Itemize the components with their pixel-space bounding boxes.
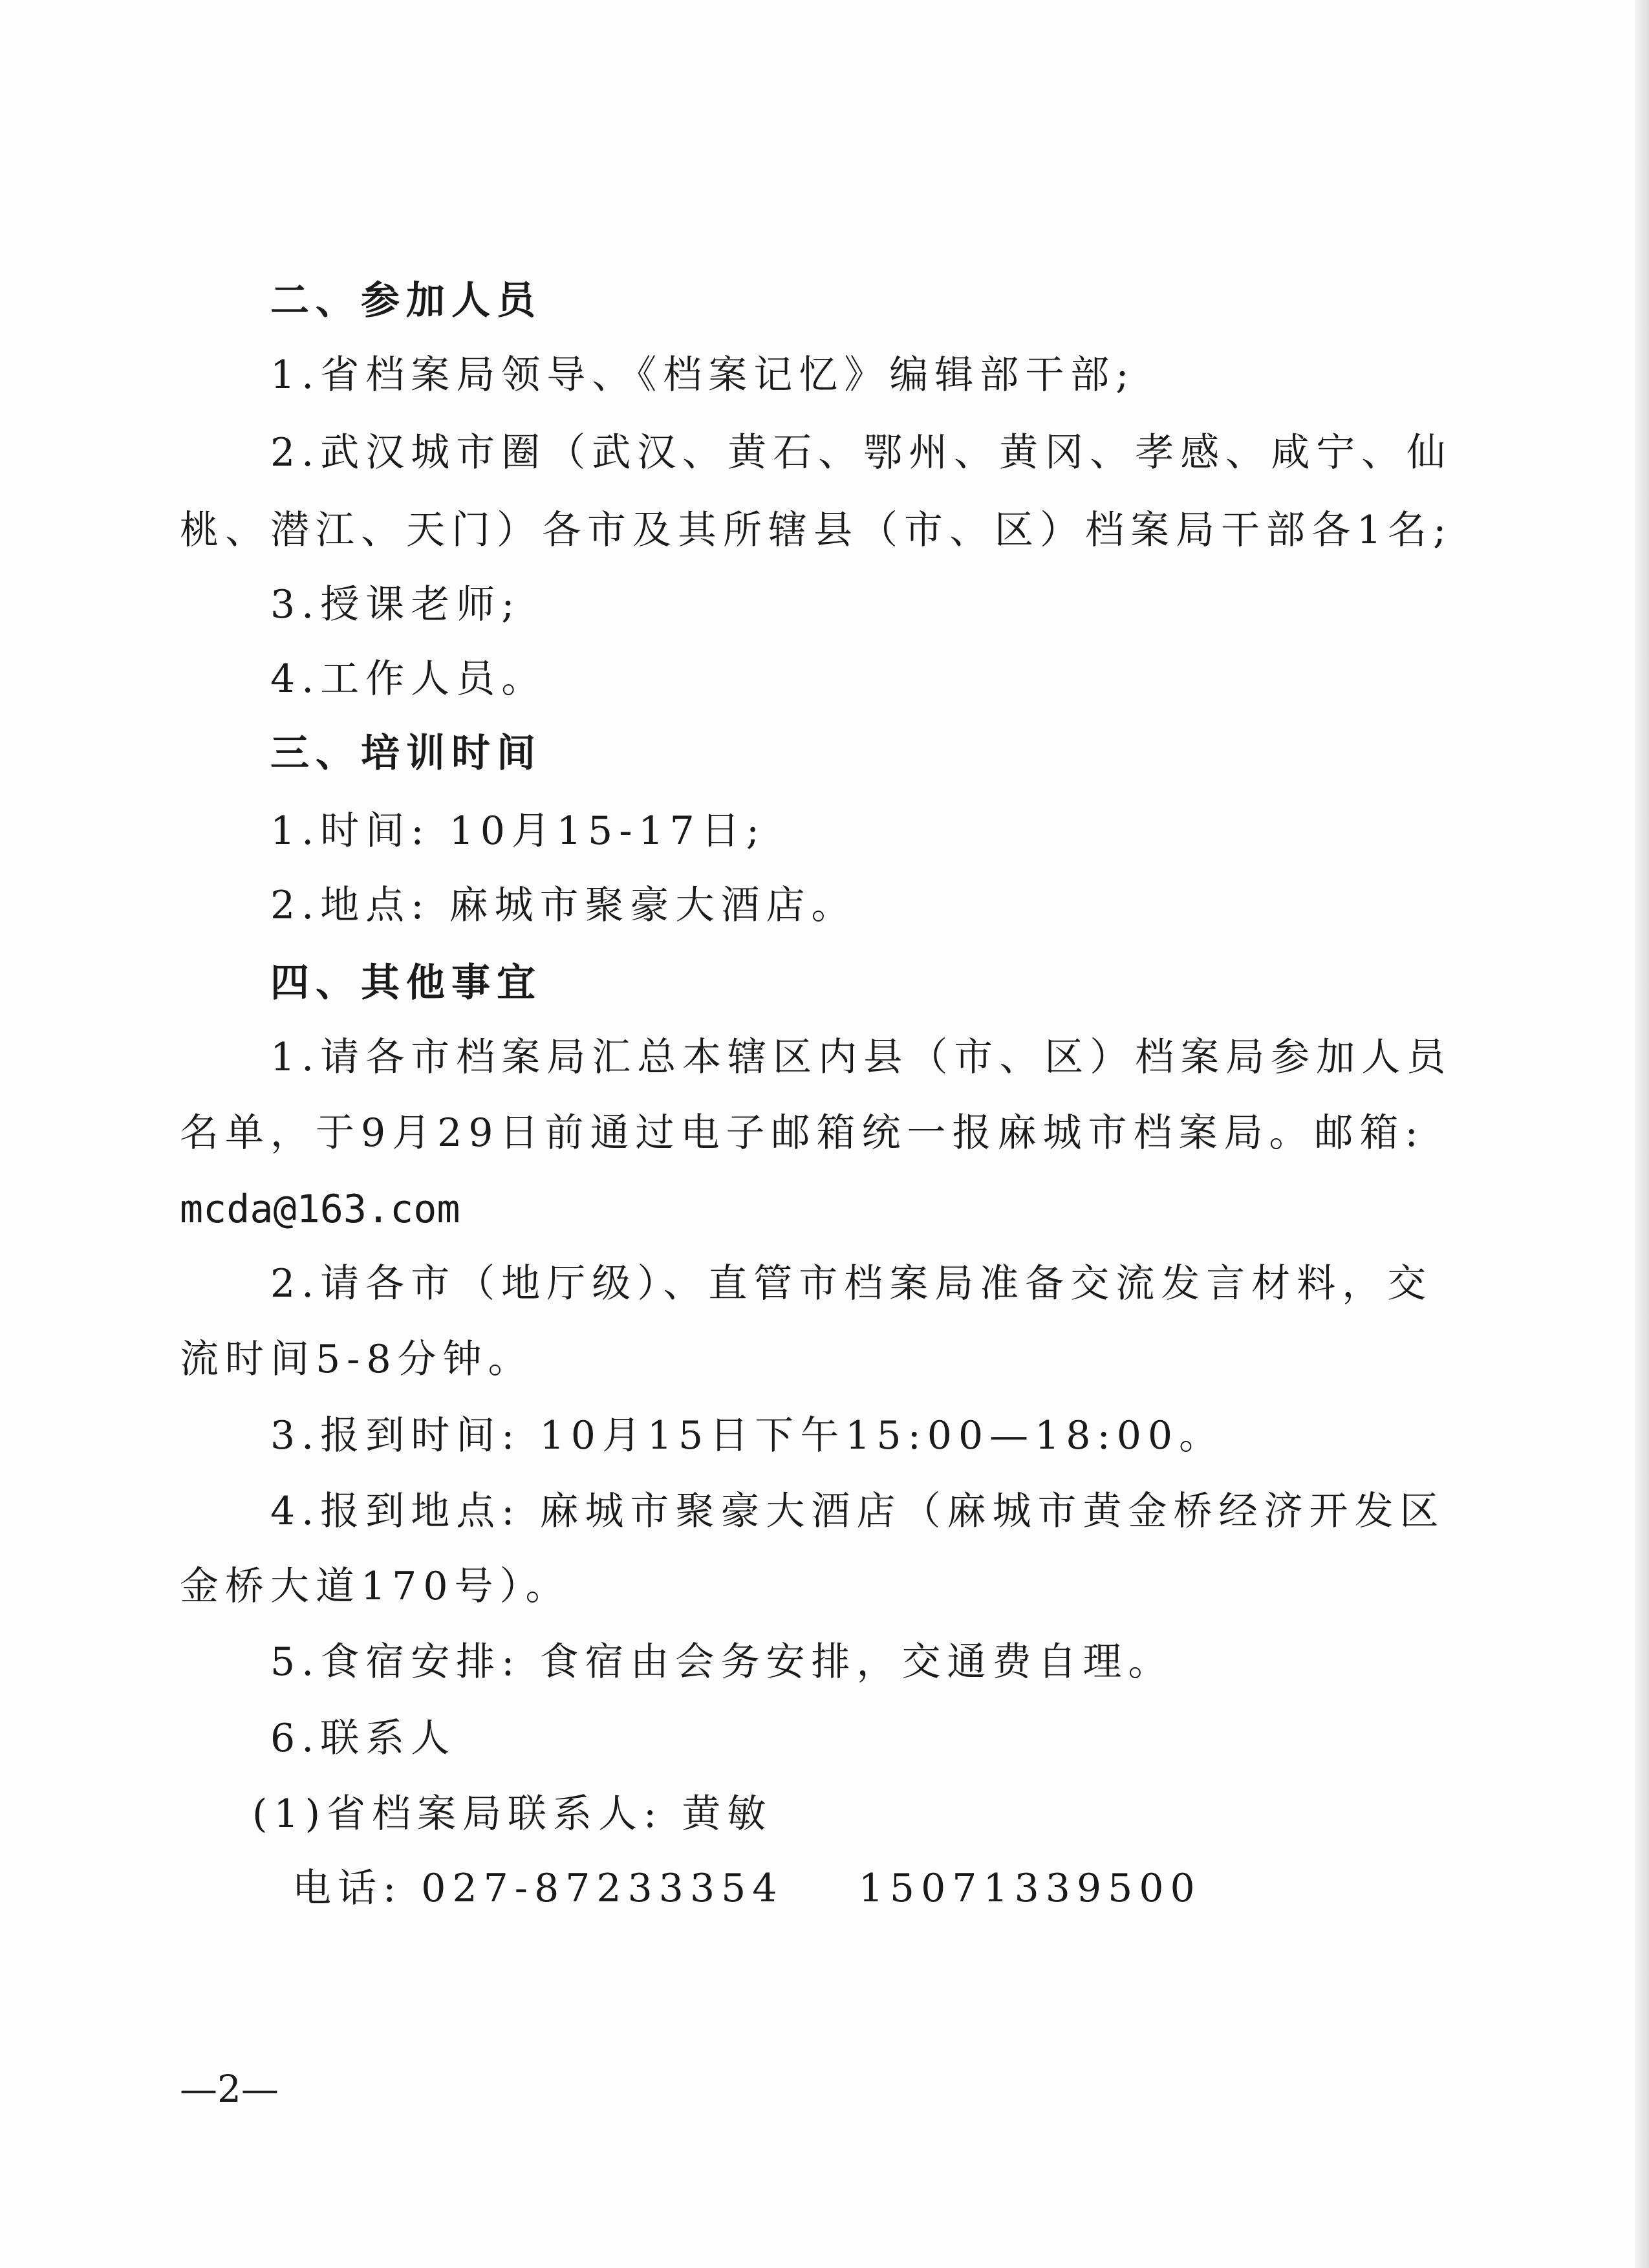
other-item-2: 2.请各市（地厅级）、直管市档案局准备交流发言材料，交 (270, 1261, 1433, 1306)
other-item-4-cont: 金桥大道170号）。 (180, 1564, 571, 1609)
contact-phone: 电话: 027-87233354 15071339500 (292, 1866, 1202, 1911)
scan-edge (1635, 0, 1649, 2268)
section-heading-other: 四、其他事宜 (270, 960, 542, 1006)
other-item-3: 3.报到时间: 10月15日下午15:00—18:00。 (270, 1413, 1225, 1458)
participants-item-2-cont: 桃、潜江、天门）各市及其所辖县（市、区）档案局干部各1名; (180, 508, 1453, 553)
email-address: mcda@163.com (180, 1187, 460, 1232)
participants-item-4: 4.工作人员。 (270, 656, 547, 702)
section-heading-training-time: 三、培训时间 (270, 731, 542, 776)
contact-person: (1)省档案局联系人: 黄敏 (252, 1791, 773, 1837)
participants-item-2: 2.武汉城市圈（武汉、黄石、鄂州、黄冈、孝感、咸宁、仙 (270, 430, 1452, 475)
page-number: —2— (180, 2067, 279, 2111)
other-item-5: 5.食宿安排: 食宿由会务安排，交通费自理。 (270, 1639, 1174, 1685)
other-item-1-cont: 名单，于9月29日前通过电子邮箱统一报麻城市档案局。邮箱: (180, 1110, 1425, 1156)
participants-item-3: 3.授课老师; (270, 582, 521, 627)
training-location-item: 2.地点: 麻城市聚豪大酒店。 (270, 883, 857, 928)
training-time-item: 1.时间: 10月15-17日; (270, 808, 766, 854)
other-item-4: 4.报到地点: 麻城市聚豪大酒店（麻城市黄金桥经济开发区 (270, 1489, 1445, 1534)
section-heading-participants: 二、参加人员 (270, 278, 542, 323)
participants-item-1: 1.省档案局领导、《档案记忆》编辑部干部; (270, 352, 1136, 398)
other-item-1: 1.请各市档案局汇总本辖区内县（市、区）档案局参加人员 (270, 1035, 1452, 1080)
other-item-2-cont: 流时间5-8分钟。 (180, 1337, 534, 1382)
other-item-6: 6.联系人 (270, 1716, 457, 1761)
